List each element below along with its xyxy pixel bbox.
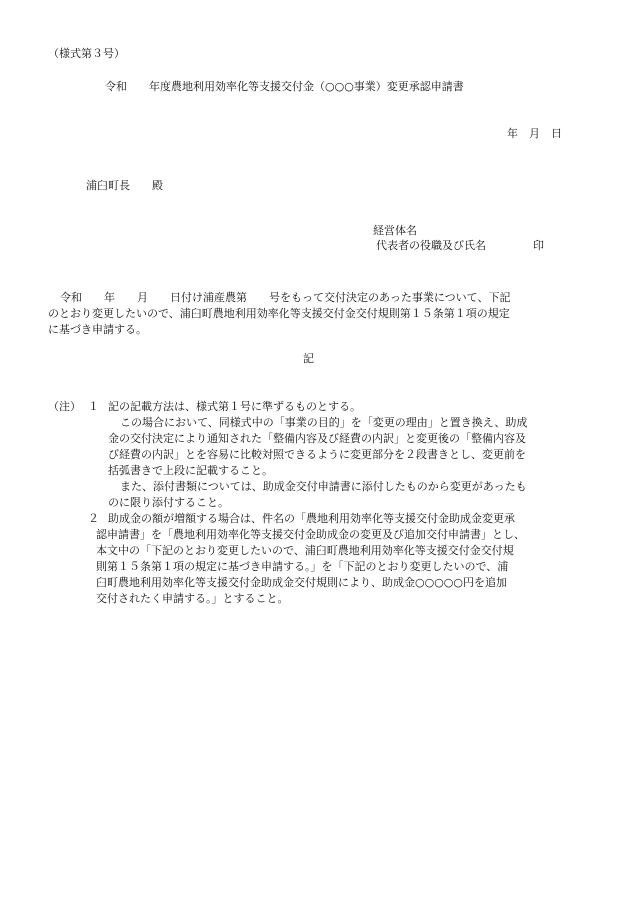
- applicant-name-label: 経営体名: [373, 224, 417, 237]
- note-1-line: のに限り添付すること。: [108, 496, 229, 509]
- note-2-number: ２: [88, 512, 99, 525]
- note-2-line: 本文中の「下記のとおり変更したいので、浦臼町農地利用効率化等支援交付金交付規: [96, 544, 514, 557]
- document-title: 令和 年度農地利用効率化等支援交付金（○○○事業）変更承認申請書: [105, 80, 464, 93]
- note-2-line: 助成金の額が増額する場合は、件名の「農地利用効率化等支援交付金助成金変更承: [108, 512, 515, 525]
- note-1-line: 金の交付決定により通知された「整備内容及び経費の内訳」と変更後の「整備内容及: [108, 432, 526, 445]
- note-1-line: び経費の内訳」とを容易に比較対照できるように変更部分を２段書きとし、変更前を: [108, 448, 526, 461]
- body-line: のとおり変更したいので、浦臼町農地利用効率化等支援交付金交付規則第１５条第１項の規定: [48, 307, 510, 320]
- notes-prefix: （注）: [48, 400, 81, 413]
- addressee: 浦臼町長 殿: [86, 179, 163, 192]
- note-1-line: この場合において、同様式中の「事業の目的」を「変更の理由」と置き換え、助成: [120, 416, 528, 429]
- note-2-line: 臼町農地利用効率化等支援交付金助成金交付規則により、助成金○○○○○円を追加: [96, 576, 507, 589]
- date-line: 年 月 日: [507, 127, 562, 140]
- note-1-line: 括弧書きで上段に記載すること。: [108, 464, 273, 477]
- seal-mark: 印: [533, 239, 544, 252]
- note-2-line: 則第１５条第１項の規定に基づき申請する。」を「下記のとおり変更したいので、浦: [96, 560, 509, 573]
- applicant-representative-label: 代表者の役職及び氏名: [376, 239, 486, 252]
- note-2-line: 認申請書」を「農地利用効率化等支援交付金助成金の変更及び追加交付申請書」とし、: [96, 528, 525, 541]
- body-line: に基づき申請する。: [48, 323, 147, 336]
- ki-heading: 記: [303, 352, 314, 365]
- note-1-first-line: 記の記載方法は、様式第１号に準ずるものとする。: [108, 400, 361, 413]
- note-1-number: １: [88, 400, 99, 413]
- body-line: 令和 年 月 日付け浦産農第 号をもって交付決定のあった事業について、下記: [60, 291, 511, 304]
- form-number: （様式第３号）: [48, 47, 125, 60]
- note-2-line: 交付されたく申請する。」とすること。: [96, 592, 289, 605]
- note-1-line: また、添付書類については、助成金交付申請書に添付したものから変更があったも: [120, 480, 527, 493]
